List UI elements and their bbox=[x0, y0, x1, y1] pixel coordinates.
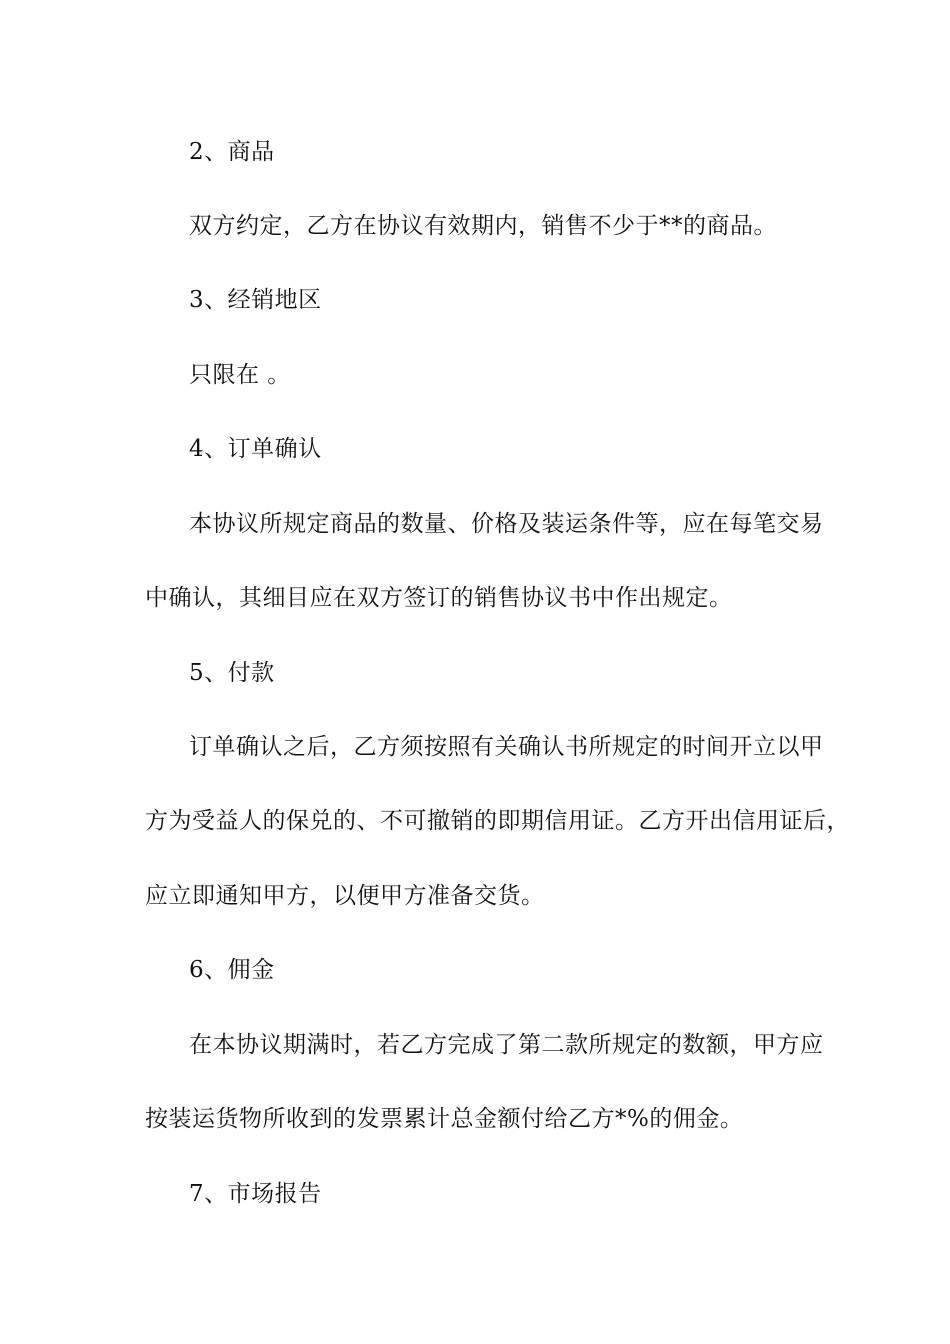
section-heading-commission: 6、佣金 bbox=[189, 957, 275, 983]
paragraph-order-line-1: 本协议所规定商品的数量、价格及装运条件等，应在每笔交易 bbox=[189, 511, 824, 537]
paragraph-commission-line-2: 按装运货物所收到的发票累计总金额付给乙方*%的佣金。 bbox=[145, 1106, 744, 1132]
paragraph-payment-line-1: 订单确认之后，乙方须按照有关确认书所规定的时间开立以甲 bbox=[189, 734, 824, 760]
paragraph-payment-line-3: 应立即通知甲方，以便甲方准备交货。 bbox=[145, 883, 545, 909]
section-heading-goods: 2、商品 bbox=[189, 139, 275, 165]
section-heading-region: 3、经销地区 bbox=[189, 287, 322, 313]
paragraph-goods: 双方约定，乙方在协议有效期内，销售不少于**的商品。 bbox=[189, 213, 777, 239]
section-heading-payment: 5、付款 bbox=[189, 660, 275, 686]
paragraph-commission-line-1: 在本协议期满时，若乙方完成了第二款所规定的数额，甲方应 bbox=[189, 1032, 824, 1058]
paragraph-order-line-2: 中确认，其细目应在双方签订的销售协议书中作出规定。 bbox=[145, 585, 733, 611]
section-heading-order-confirmation: 4、订单确认 bbox=[189, 436, 322, 462]
paragraph-region: 只限在 。 bbox=[189, 362, 291, 388]
section-heading-market-report: 7、市场报告 bbox=[189, 1181, 322, 1207]
paragraph-payment-line-2: 方为受益人的保兑的、不可撤销的即期信用证。乙方开出信用证后， bbox=[145, 808, 850, 834]
